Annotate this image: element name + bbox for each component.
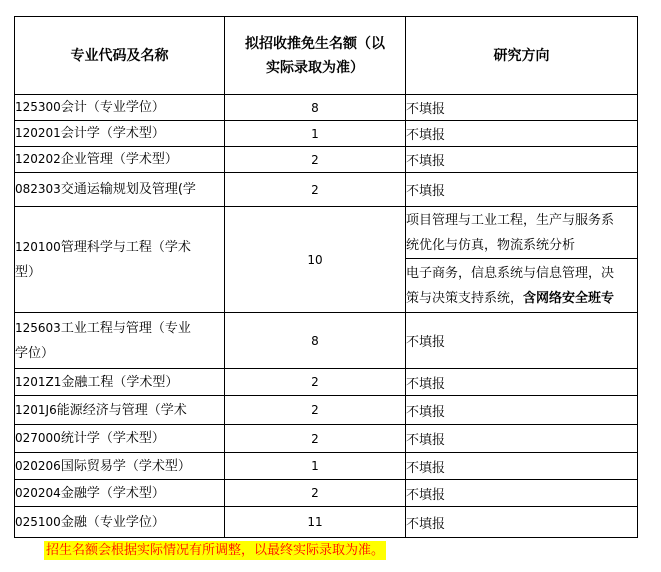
table-row <box>15 173 638 207</box>
major-cell <box>15 369 225 396</box>
major-cell <box>15 207 225 313</box>
direction-cell: 不填报 <box>406 369 638 396</box>
direction-cell: 不填报 <box>406 507 638 538</box>
table-row <box>15 95 638 121</box>
major-code: 082303 <box>15 182 61 196</box>
major-name: 能源经济与管理（学术 <box>56 402 187 418</box>
major-name: 会计学（学术型） <box>60 126 165 141</box>
direction-cell <box>406 259 638 313</box>
major-cell <box>15 173 225 207</box>
major-name-line2: 学位） <box>15 345 55 361</box>
table-row <box>15 507 638 538</box>
major-name: 会计（专业学位） <box>60 100 165 115</box>
direction-cell: 不填报 <box>406 147 638 173</box>
major-code: 120201 <box>15 126 61 140</box>
table-row <box>15 396 638 425</box>
header-quota <box>225 17 406 95</box>
direction-line: 统优化与仿真，物流系统分析 <box>406 237 576 253</box>
major-code: 125603 <box>15 320 61 335</box>
major-name-line1: 125603工业工程与管理（专业 <box>15 320 191 336</box>
table-row <box>15 425 638 453</box>
quota-cell: 10 <box>225 207 406 313</box>
major-cell <box>15 313 225 369</box>
direction-cell: 不填报 <box>406 313 638 369</box>
major-code: 1201Z1 <box>15 374 62 389</box>
major-code: 025100 <box>15 514 61 529</box>
major-code: 020204 <box>15 485 61 500</box>
major-cell <box>15 147 225 173</box>
quota-cell: 2 <box>225 147 406 173</box>
direction-cell: 不填报 <box>406 453 638 480</box>
quota-cell: 11 <box>225 507 406 538</box>
table-row <box>15 207 638 259</box>
major-name: 统计学（学术型） <box>60 431 165 446</box>
table-row <box>15 121 638 147</box>
direction-cell: 不填报 <box>406 95 638 121</box>
header-major: 专业代码及名称 <box>15 17 225 95</box>
direction-cell: 不填报 <box>406 480 638 507</box>
quota-cell: 8 <box>225 95 406 121</box>
quota-cell: 2 <box>225 396 406 425</box>
quota-cell: 2 <box>225 425 406 453</box>
major-cell <box>15 95 225 121</box>
major-code: 020206 <box>15 458 61 473</box>
major-name: 企业管理（学术型） <box>60 152 178 167</box>
major-code: 1201J6 <box>15 402 57 417</box>
major-name: 金融学（学术型） <box>60 485 165 501</box>
major-cell <box>15 507 225 538</box>
direction-cell: 不填报 <box>406 173 638 207</box>
direction-cell: 不填报 <box>406 396 638 425</box>
major-cell <box>15 396 225 425</box>
table-row <box>15 147 638 173</box>
major-code: 027000 <box>15 431 61 445</box>
direction-cell: 不填报 <box>406 121 638 147</box>
major-code: 125300 <box>15 100 61 114</box>
direction-line: 项目管理与工业工程，生产与服务系 <box>406 212 615 228</box>
network-security-note: 含网络安全班专 <box>523 290 615 306</box>
direction-cell <box>406 207 638 259</box>
direction-cell: 不填报 <box>406 425 638 453</box>
major-cell <box>15 453 225 480</box>
major-code: 120100 <box>15 239 61 254</box>
table-row <box>15 313 638 369</box>
quota-cell: 1 <box>225 453 406 480</box>
major-name-line1: 120100管理科学与工程（学术 <box>15 239 191 255</box>
footnote: 招生名额会根据实际情况有所调整，以最终实际录取为准。 <box>46 543 385 558</box>
table-row <box>15 369 638 396</box>
major-cell <box>15 480 225 507</box>
table-row <box>15 453 638 480</box>
quota-table <box>14 16 638 538</box>
header-quota-line2: 实际录取为准） <box>266 59 364 76</box>
quota-cell: 2 <box>225 173 406 207</box>
header-quota-line1: 拟招收推免生名额（以 <box>245 35 385 52</box>
table-row <box>15 480 638 507</box>
major-cell <box>15 121 225 147</box>
major-name: 金融工程（学术型） <box>61 374 179 390</box>
major-name: 交通运输规划及管理(学 <box>60 182 196 197</box>
quota-cell: 2 <box>225 480 406 507</box>
header-row <box>15 17 638 95</box>
major-name: 金融（专业学位） <box>60 514 165 530</box>
direction-line: 电子商务，信息系统与信息管理，决 <box>406 265 615 281</box>
major-cell <box>15 425 225 453</box>
quota-cell: 8 <box>225 313 406 369</box>
major-code: 120202 <box>15 152 61 166</box>
direction-line: 策与决策支持系统，含网络安全班专 <box>406 290 615 306</box>
quota-cell: 2 <box>225 369 406 396</box>
major-name: 国际贸易学（学术型） <box>60 458 191 474</box>
major-name-line2: 型） <box>15 264 42 280</box>
header-direction: 研究方向 <box>406 17 638 95</box>
quota-cell: 1 <box>225 121 406 147</box>
